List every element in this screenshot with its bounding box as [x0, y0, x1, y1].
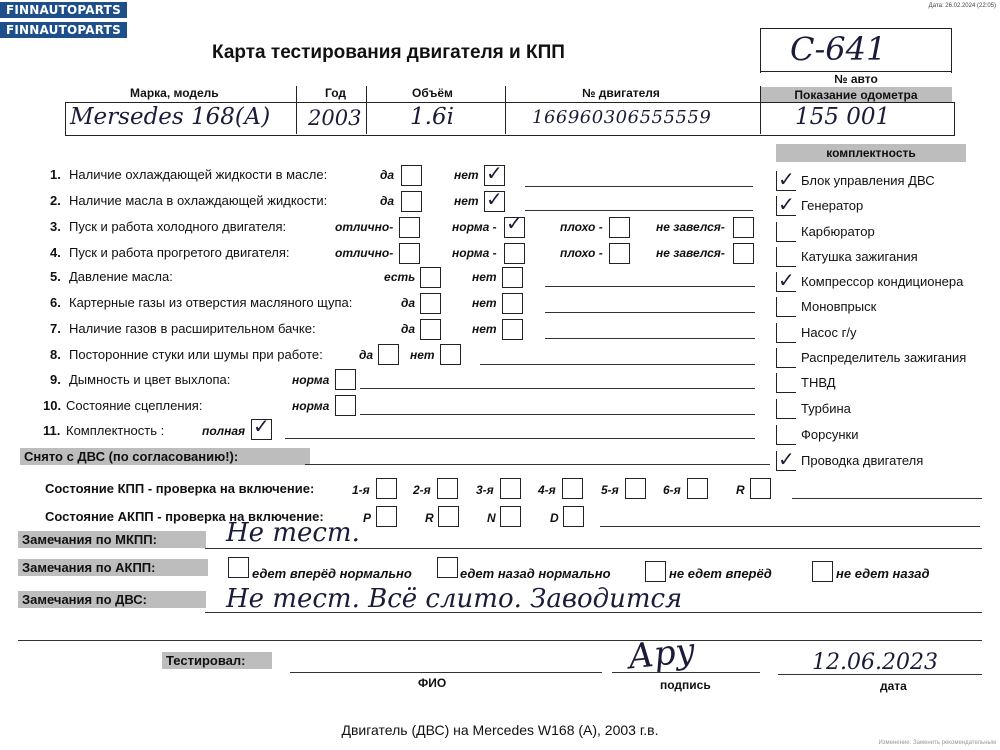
odometer-label: Показание одометра — [760, 87, 952, 103]
opt-norm: норма — [292, 399, 330, 413]
item-number: 9. — [50, 372, 61, 387]
checkbox[interactable] — [502, 267, 523, 288]
kit-checkbox[interactable] — [776, 373, 796, 393]
item-number: 6. — [50, 295, 61, 310]
corner-note: Изменение: Заменить рекомендательным — [878, 740, 996, 746]
opt-no: нет — [410, 348, 435, 362]
checkbox[interactable] — [502, 319, 523, 340]
date-value: 12.06.2023 — [812, 650, 938, 675]
gear-checkbox[interactable] — [750, 478, 771, 499]
item-number: 3. — [50, 219, 61, 234]
kit-item-label: Компрессор кондиционера — [801, 274, 964, 289]
akpp-opt-backward: едет назад нормально — [460, 566, 611, 581]
kit-checkbox[interactable] — [776, 247, 796, 267]
check-mark: ✓ — [253, 414, 270, 438]
gear-checkbox[interactable] — [625, 478, 646, 499]
check-mark: ✓ — [778, 268, 795, 292]
item-text: Дымность и цвет выхлопа: — [69, 372, 231, 387]
checkbox[interactable] — [609, 217, 630, 238]
item-text: Картерные газы из отверстия масляного щупа: — [69, 295, 353, 310]
item-number: 8. — [50, 347, 61, 362]
gear-checkbox[interactable] — [376, 478, 397, 499]
checkbox[interactable] — [812, 561, 833, 582]
kit-item-label: Форсунки — [801, 427, 859, 442]
checkbox[interactable] — [733, 243, 754, 264]
gear-checkbox[interactable] — [500, 506, 521, 527]
gear-label: 6-я — [663, 483, 681, 497]
item-number: 4. — [50, 245, 61, 260]
checkbox[interactable] — [645, 561, 666, 582]
checkbox[interactable] — [437, 557, 458, 578]
year-value: 2003 — [308, 106, 362, 130]
kit-checkbox[interactable] — [776, 297, 796, 317]
volume-value: 1.6i — [410, 104, 454, 130]
gear-label: 5-я — [601, 483, 619, 497]
gear-checkbox[interactable] — [563, 506, 584, 527]
check-mark: ✓ — [778, 447, 795, 471]
checkbox[interactable] — [378, 344, 399, 365]
item-number: 2. — [50, 193, 61, 208]
kit-item-label: Катушка зажигания — [801, 249, 918, 264]
photo-caption: Двигатель (ДВС) на Mercedes W168 (A), 2003 г.в. — [341, 722, 659, 738]
item-number: 7. — [50, 321, 61, 336]
gear-label: 4-я — [538, 483, 556, 497]
signature: Ару — [626, 630, 698, 678]
checkbox[interactable] — [335, 395, 356, 416]
manual-gear-label: Состояние КПП - проверка на включение: — [45, 481, 315, 496]
checkbox[interactable] — [399, 217, 420, 238]
mkpp-remarks-value: Не тест. — [226, 518, 360, 548]
gear-label: 1-я — [352, 483, 370, 497]
checkbox[interactable] — [420, 319, 441, 340]
item-text: Состояние сцепления: — [66, 398, 203, 413]
checkbox[interactable] — [420, 293, 441, 314]
opt-norm: норма — [292, 373, 330, 387]
check-mark: ✓ — [486, 187, 503, 211]
kit-item-label: Моновпрыск — [801, 299, 877, 314]
kit-checkbox[interactable] — [776, 348, 796, 368]
kit-item-label: Проводка двигателя — [801, 453, 924, 468]
item-number: 10. — [43, 398, 62, 413]
opt-no: нет — [472, 322, 497, 336]
item-text: Комплектность : — [66, 423, 165, 438]
item-text: Давление масла: — [69, 269, 173, 284]
logo-top: FINNAUTOPARTS — [0, 2, 127, 18]
auto-gear-label: Состояние АКПП - проверка на включение: — [45, 509, 324, 524]
opt-full: полная — [202, 424, 246, 438]
form-title: Карта тестирования двигателя и КПП — [212, 42, 565, 63]
header-make: Марка, модель — [130, 86, 219, 100]
checkbox[interactable] — [401, 191, 422, 212]
gear-label: R — [425, 511, 434, 525]
sign-label: подпись — [660, 678, 711, 692]
checkbox[interactable] — [228, 557, 249, 578]
checkbox[interactable] — [733, 217, 754, 238]
gear-label: N — [487, 511, 496, 525]
kit-title: комплектность — [776, 144, 966, 162]
car-number-label: № авто — [760, 71, 952, 88]
check-mark: ✓ — [506, 211, 523, 235]
odometer-value: 155 001 — [795, 104, 891, 130]
tested-label: Тестировал: — [162, 652, 272, 669]
gear-label: 3-я — [476, 483, 494, 497]
opt-is: есть — [384, 270, 416, 284]
opt-no: нет — [472, 296, 497, 310]
opt-normal: норма - — [452, 220, 497, 234]
check-mark: ✓ — [486, 161, 503, 185]
opt-bad: плохо - — [560, 246, 603, 260]
check-mark: ✓ — [778, 192, 795, 216]
opt-yes: да — [359, 348, 374, 362]
gear-checkbox[interactable] — [376, 506, 397, 527]
item-text: Наличие охлаждающей жидкости в масле: — [69, 167, 328, 182]
opt-yes: да — [380, 168, 395, 182]
header-year: Год — [325, 86, 346, 100]
item-text: Посторонние стуки или шумы при работе: — [69, 347, 323, 362]
checkbox[interactable] — [401, 165, 422, 186]
item-number: 5. — [50, 269, 61, 284]
gear-label: D — [550, 511, 559, 525]
kit-checkbox[interactable] — [776, 399, 796, 419]
gear-checkbox[interactable] — [500, 478, 521, 499]
gear-checkbox[interactable] — [438, 506, 459, 527]
item-text: Пуск и работа холодного двигателя: — [69, 219, 287, 234]
opt-nostart: не завелся- — [656, 246, 725, 260]
akpp-opt-forward: едет вперёд нормально — [252, 566, 412, 581]
kit-item-label: Распределитель зажигания — [801, 350, 967, 365]
kit-checkbox[interactable] — [776, 323, 796, 343]
kit-item-label: ТНВД — [801, 375, 836, 390]
item-number: 1. — [50, 167, 61, 182]
checkbox[interactable] — [420, 267, 441, 288]
akpp-remarks-label: Замечания по АКПП: — [18, 559, 208, 576]
kit-checkbox[interactable] — [776, 425, 796, 445]
checkbox[interactable] — [440, 344, 461, 365]
checkbox[interactable] — [502, 293, 523, 314]
check-mark: ✓ — [778, 167, 795, 191]
opt-no: нет — [454, 194, 479, 208]
checkbox[interactable] — [504, 243, 525, 264]
dvs-remarks-label: Замечания по ДВС: — [18, 591, 206, 608]
dvs-remarks-value: Не тест. Всё слито. Заводится — [226, 584, 683, 614]
gear-checkbox[interactable] — [437, 478, 458, 499]
make-value: Mersedes 168(А) — [70, 104, 271, 130]
gear-label: P — [363, 511, 372, 525]
timestamp: Дата: 26.02.2024 (22:05) — [928, 3, 996, 9]
opt-normal: норма - — [452, 246, 497, 260]
gear-checkbox[interactable] — [687, 478, 708, 499]
opt-bad: плохо - — [560, 220, 603, 234]
opt-no: нет — [472, 270, 497, 284]
engine-value: 166960306555559 — [532, 107, 712, 128]
opt-yes: да — [401, 322, 416, 336]
mkpp-remarks-label: Замечания по МКПП: — [18, 531, 206, 548]
logo-bottom: FINNAUTOPARTS — [0, 22, 127, 38]
kit-checkbox[interactable] — [776, 222, 796, 242]
gear-label: 2-я — [413, 483, 431, 497]
opt-nostart: не завелся- — [656, 220, 725, 234]
opt-excellent: отлично- — [335, 246, 394, 260]
opt-yes: да — [380, 194, 395, 208]
kit-item-label: Насос г/у — [801, 325, 857, 340]
kit-item-label: Генератор — [801, 198, 864, 213]
header-volume: Объём — [412, 86, 453, 100]
checkbox[interactable] — [609, 243, 630, 264]
kit-item-label: Блок управления ДВС — [801, 173, 935, 188]
checkbox[interactable] — [399, 243, 420, 264]
kit-item-label: Турбина — [801, 401, 851, 416]
date-label: дата — [880, 679, 907, 693]
fio-label: ФИО — [418, 676, 447, 690]
item-text: Наличие масла в охлаждающей жидкости: — [69, 193, 328, 208]
removed-label: Снято с ДВС (по согласованию!): — [20, 448, 310, 465]
checkbox[interactable] — [335, 369, 356, 390]
opt-excellent: отлично- — [335, 220, 394, 234]
kit-item-label: Карбюратор — [801, 224, 875, 239]
item-text: Наличие газов в расширительном бачке: — [69, 321, 316, 336]
opt-no: нет — [454, 168, 479, 182]
item-text: Пуск и работа прогретого двигателя: — [69, 245, 290, 260]
akpp-opt-no-forward: не едет вперёд — [669, 566, 772, 581]
gear-label: R — [736, 483, 745, 497]
header-engine: № двигателя — [582, 86, 660, 100]
gear-checkbox[interactable] — [562, 478, 583, 499]
akpp-opt-no-backward: не едет назад — [836, 566, 930, 581]
item-number: 11. — [43, 423, 61, 438]
opt-yes: да — [401, 296, 416, 310]
car-number-value: С-641 — [790, 30, 887, 68]
